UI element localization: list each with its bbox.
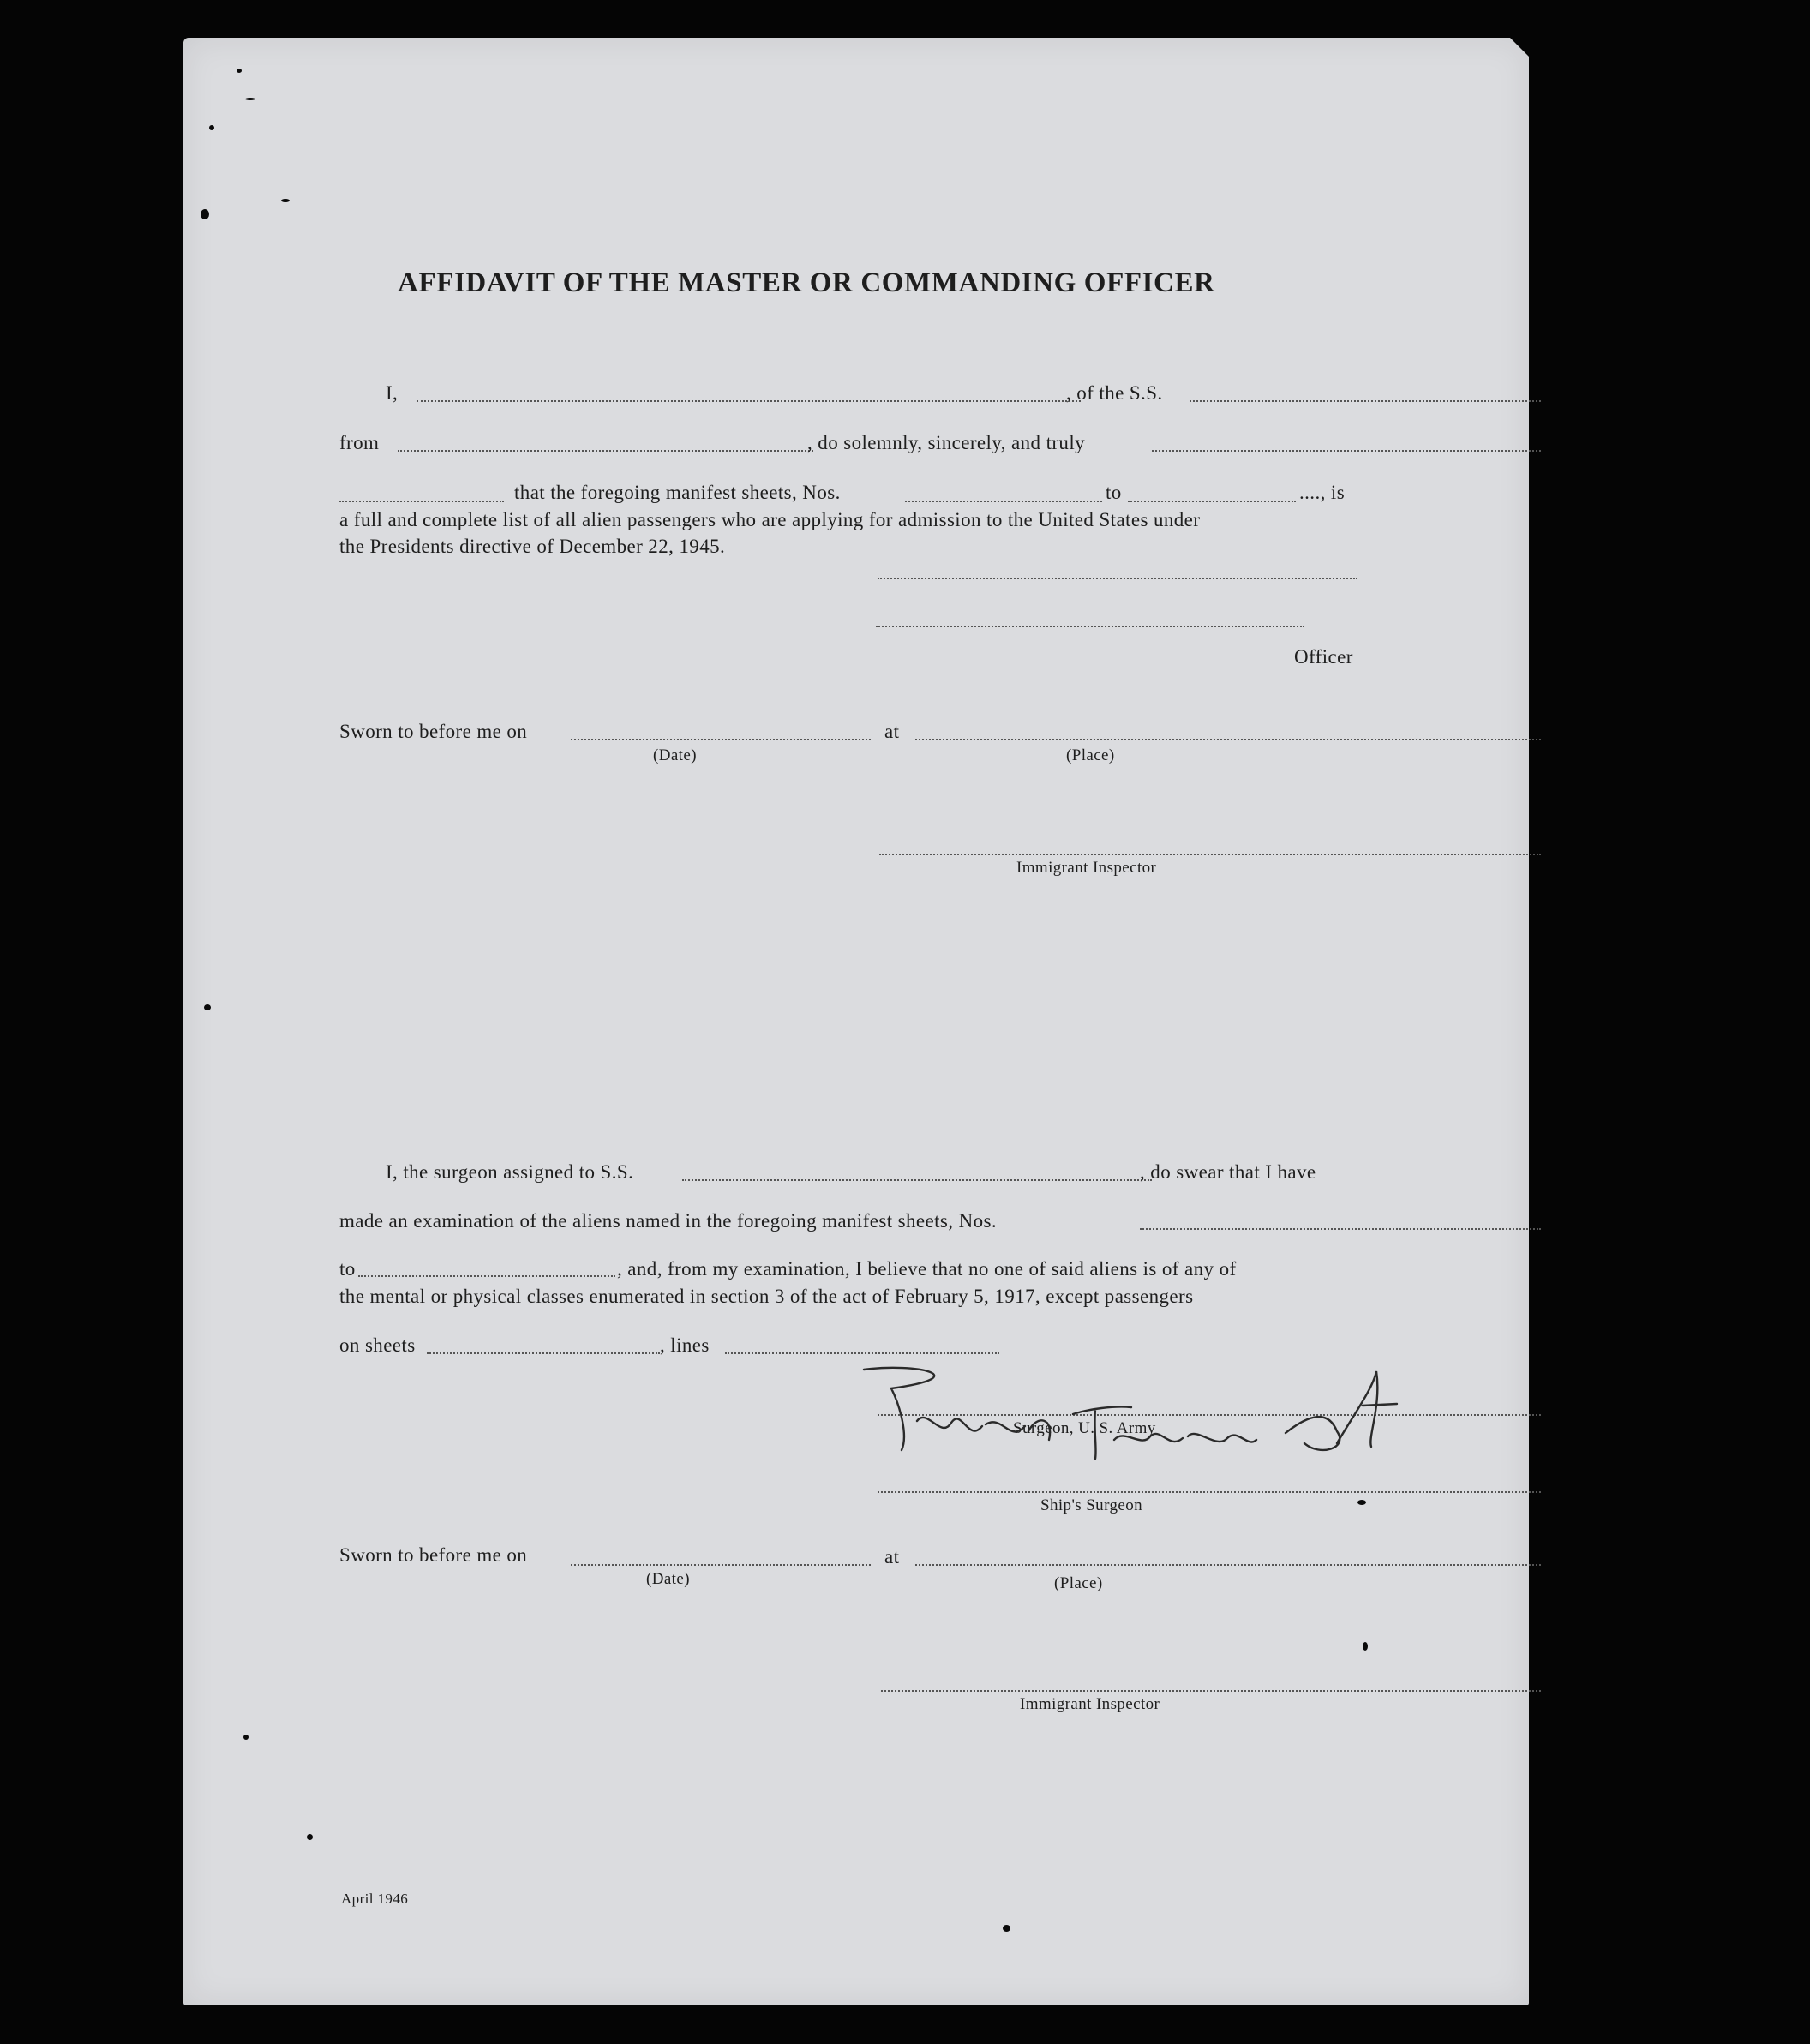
- i-label: I,: [386, 382, 399, 404]
- officer-label: Officer: [1294, 646, 1353, 668]
- surgeon-inspector-label: Immigrant Inspector: [1020, 1695, 1160, 1713]
- surgeon-sworn-date-field[interactable]: [571, 1564, 871, 1566]
- surgeon-line-1-end: , do swear that I have: [1140, 1161, 1316, 1183]
- speck: [245, 98, 255, 100]
- speck: [1003, 1925, 1010, 1932]
- surgeon-inspector-signature-line[interactable]: [881, 1690, 1541, 1692]
- place-caption: (Place): [1066, 746, 1115, 764]
- at-label: at: [884, 721, 900, 742]
- speck: [1358, 1500, 1366, 1505]
- surgeon-sheets-to-field[interactable]: [358, 1275, 615, 1277]
- speck: [209, 125, 214, 130]
- surgeon-line-3: , and, from my examination, I believe that no one of said aliens is of any of: [617, 1258, 1237, 1280]
- body-line-2: the Presidents directive of December 22, 1945.: [339, 536, 726, 557]
- surgeon-sworn-place-field[interactable]: [915, 1564, 1541, 1566]
- inspector-label: Immigrant Inspector: [1016, 859, 1157, 877]
- surgeon-at-label: at: [884, 1546, 900, 1567]
- surgeon-ship-field[interactable]: [682, 1179, 1152, 1181]
- sworn-label: Sworn to before me on: [339, 721, 528, 742]
- of-ss-label: , of the S.S.: [1066, 382, 1163, 404]
- ship-surgeon-label: Ship's Surgeon: [1040, 1496, 1142, 1514]
- to-label: to: [1106, 482, 1122, 503]
- surgeon-sheets-from-field[interactable]: [1140, 1228, 1541, 1230]
- surgeon-line-1: I, the surgeon assigned to S.S.: [386, 1161, 634, 1183]
- port-field[interactable]: [398, 450, 813, 452]
- surgeon-line-4: the mental or physical classes enumerated in section 3 of the act of February 5, 1917, except passengers: [339, 1286, 1194, 1307]
- surgeon-sworn-label: Sworn to before me on: [339, 1544, 528, 1566]
- surgeon-to-label: to: [339, 1258, 356, 1280]
- document-page: [183, 38, 1529, 2005]
- speck: [204, 1004, 211, 1010]
- from-label: from: [339, 432, 380, 453]
- inspector-signature-line[interactable]: [879, 854, 1541, 855]
- ship-name-field[interactable]: [1190, 400, 1541, 402]
- speck: [243, 1735, 249, 1740]
- surgeon-signature: [857, 1354, 1405, 1466]
- foregoing-text: that the foregoing manifest sheets, Nos.: [514, 482, 841, 503]
- sheets-to-field[interactable]: [1128, 501, 1296, 502]
- surgeon-line-2: made an examination of the aliens named in the foregoing manifest sheets, Nos.: [339, 1210, 997, 1232]
- on-sheets-label: on sheets: [339, 1334, 416, 1356]
- footer-date: April 1946: [341, 1891, 409, 1907]
- officer-signature-line[interactable]: [876, 626, 1304, 627]
- speck: [1363, 1642, 1368, 1651]
- speck: [237, 69, 242, 73]
- document-title: AFFIDAVIT OF THE MASTER OR COMMANDING OFFICER: [398, 267, 1215, 298]
- solemnly-text: , do solemnly, sincerely, and truly: [807, 432, 1086, 453]
- army-surgeon-label: Surgeon, U. S. Army: [1013, 1419, 1156, 1437]
- solemnly-field[interactable]: [1152, 450, 1541, 452]
- sworn-date-field[interactable]: [571, 739, 871, 740]
- is-label: ...., is: [1299, 482, 1346, 503]
- lines-label: , lines: [660, 1334, 710, 1356]
- speck: [307, 1834, 313, 1840]
- page-corner-fold: [1510, 38, 1529, 57]
- master-name-field[interactable]: [417, 400, 1081, 402]
- date-caption: (Date): [653, 746, 697, 764]
- ship-surgeon-signature-line[interactable]: [878, 1491, 1541, 1493]
- body-line-1: a full and complete list of all alien passengers who are applying for admission to the United States under: [339, 509, 1201, 530]
- sworn-place-field[interactable]: [915, 739, 1541, 740]
- speck: [201, 209, 209, 219]
- oath-word-field[interactable]: [339, 501, 504, 502]
- surgeon-place-caption: (Place): [1054, 1574, 1103, 1592]
- master-signature-line[interactable]: [878, 578, 1358, 579]
- speck: [281, 199, 290, 202]
- sheets-from-field[interactable]: [905, 501, 1102, 502]
- surgeon-date-caption: (Date): [646, 1570, 690, 1588]
- except-sheets-field[interactable]: [427, 1352, 660, 1354]
